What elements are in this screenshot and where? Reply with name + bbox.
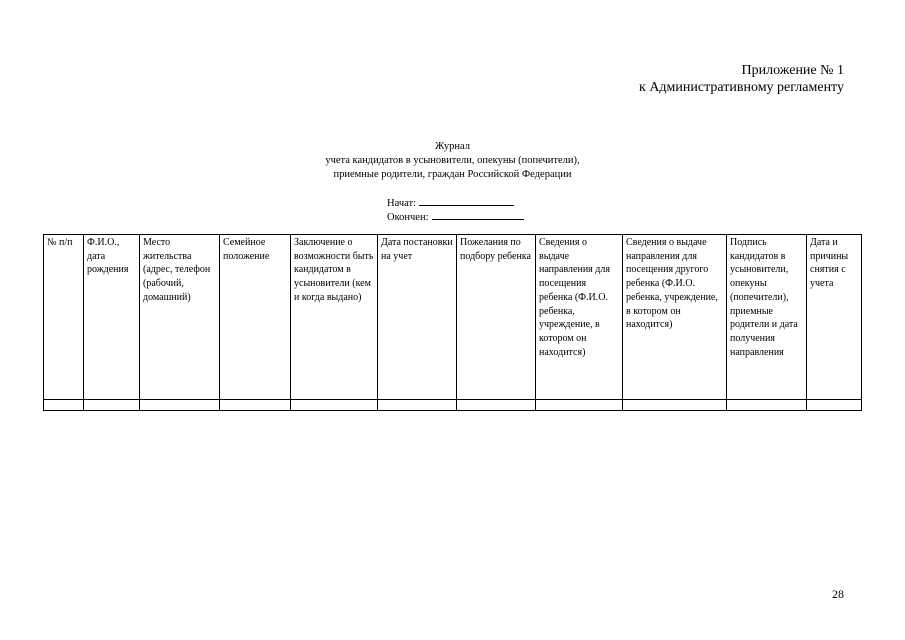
column-header-marital-status: Семейное положение [220, 235, 291, 400]
column-header-full-name: Ф.И.О., дата рождения [84, 235, 140, 400]
table-cell [44, 400, 84, 411]
table-cell [807, 400, 862, 411]
journal-table [43, 234, 862, 411]
appendix-reference [639, 62, 844, 96]
column-header-number: № п/п [44, 235, 84, 400]
ended-label: Окончен: [387, 212, 429, 223]
table-cell [536, 400, 623, 411]
table-header-row [44, 235, 862, 400]
started-blank [419, 196, 514, 206]
journal-dates [387, 196, 524, 224]
table-cell [220, 400, 291, 411]
appendix-regulation: к Административному регламенту [639, 80, 844, 95]
column-header-residence: Место жительства (адрес, телефон (рабочий, домашний) [140, 235, 220, 400]
column-header-signature: Подпись кандидатов в усыновители, опекуны (попечители), приемные родители и дата получения направления [727, 235, 807, 400]
column-header-deregistration: Дата и причины снятия с учета [807, 235, 862, 400]
journal-heading [0, 140, 905, 182]
journal-title: Журнал [434, 141, 470, 152]
table-cell [727, 400, 807, 411]
column-header-registration-date: Дата постановки на учет [378, 235, 457, 400]
table-cell [140, 400, 220, 411]
column-header-referral-info: Сведения о выдаче направления для посещения ребенка (Ф.И.О. ребенка, учреждение, в котором он находится) [536, 235, 623, 400]
journal-subtitle-line-1: учета кандидатов в усыновители, опекуны (попечители), [325, 155, 580, 166]
table-row [44, 400, 862, 411]
table-cell [84, 400, 140, 411]
column-header-other-referral-info: Сведения о выдаче направления для посещения другого ребенка (Ф.И.О. ребенка, учреждение, в котором он находится) [623, 235, 727, 400]
journal-subtitle-line-2: приемные родители, граждан Российской Федерации [333, 169, 572, 180]
table-cell [623, 400, 727, 411]
table-cell [457, 400, 536, 411]
table-cell [378, 400, 457, 411]
started-label: Начат: [387, 198, 416, 209]
ended-line [387, 210, 524, 224]
appendix-number: Приложение № 1 [741, 63, 844, 78]
started-line [387, 196, 524, 210]
column-header-conclusion: Заключение о возможности быть кандидатом в усыновители (кем и когда выдано) [291, 235, 378, 400]
table-cell [291, 400, 378, 411]
page-number: 28 [832, 587, 844, 601]
ended-blank [432, 210, 524, 220]
column-header-child-preferences: Пожелания по подбору ребенка [457, 235, 536, 400]
